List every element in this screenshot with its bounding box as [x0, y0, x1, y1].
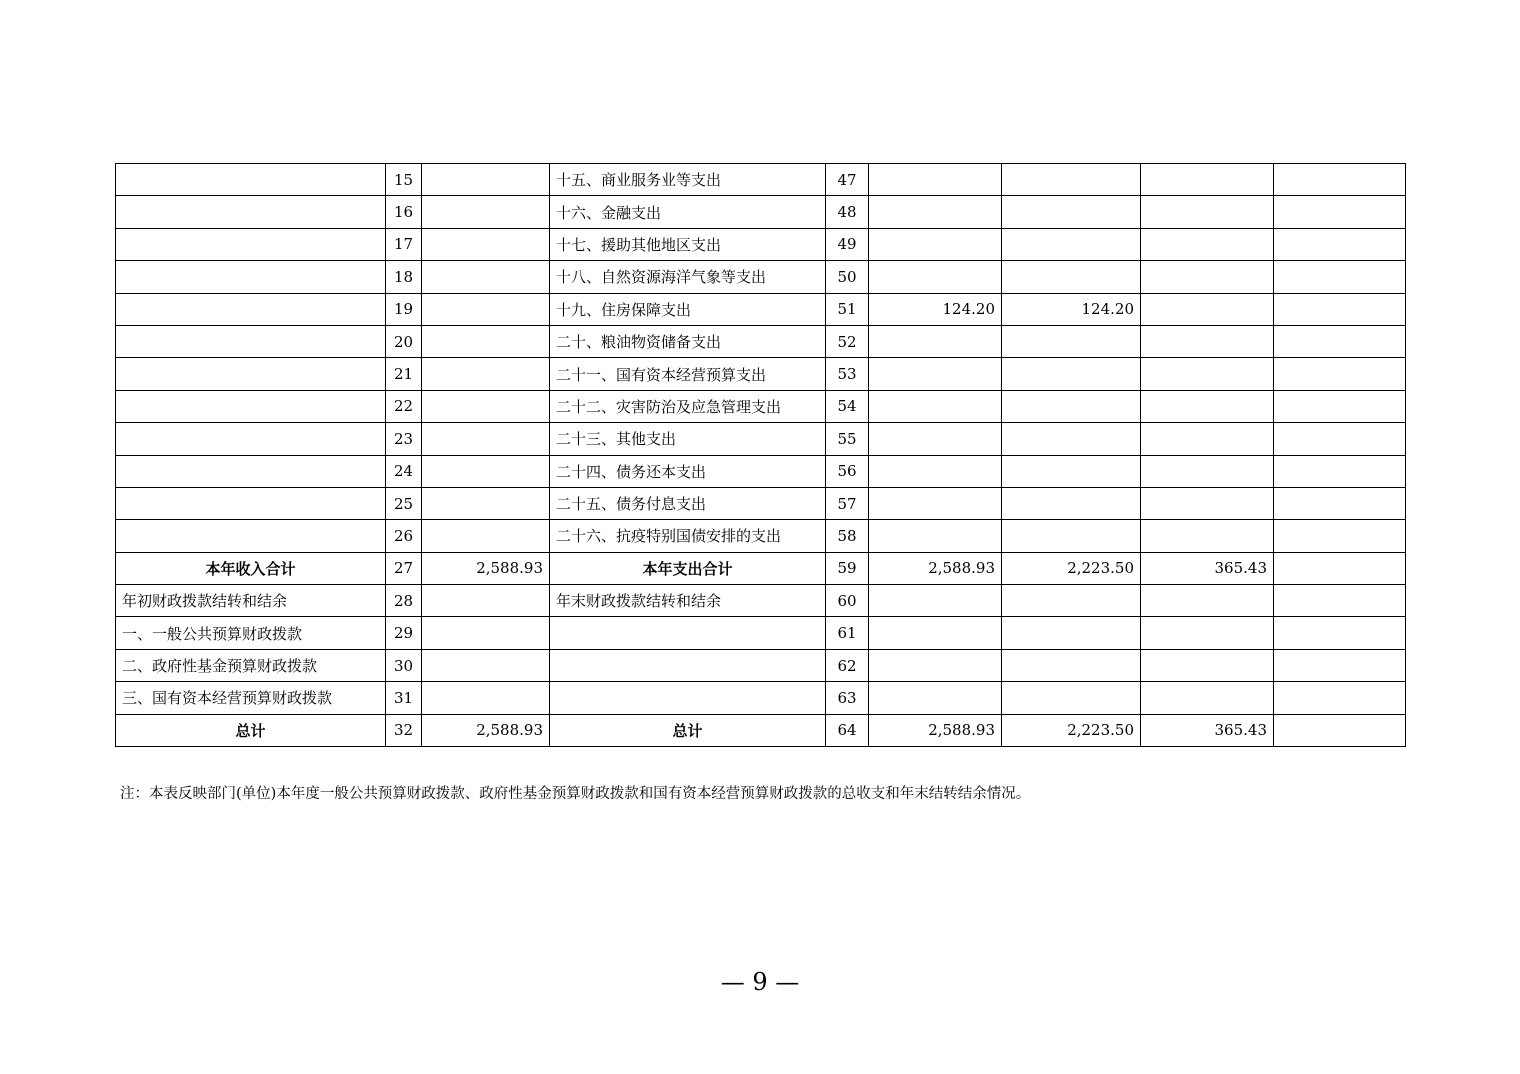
- expense-total-cell: [869, 358, 1002, 390]
- expense-total-cell: [869, 520, 1002, 552]
- income-amount-cell: [422, 585, 550, 617]
- expense-item-cell: 二十四、债务还本支出: [550, 455, 826, 487]
- gov-fund-budget-cell: [1141, 649, 1274, 681]
- income-item-cell: [116, 487, 386, 519]
- state-capital-budget-cell: [1274, 164, 1406, 196]
- state-capital-budget-cell: [1274, 196, 1406, 228]
- expense-item-cell: [550, 649, 826, 681]
- general-budget-cell: [1002, 358, 1141, 390]
- income-row-number-cell: 28: [386, 585, 422, 617]
- expense-row-number-cell: 53: [826, 358, 869, 390]
- general-budget-cell: [1002, 423, 1141, 455]
- gov-fund-budget-cell: 365.43: [1141, 714, 1274, 746]
- general-budget-cell: 124.20: [1002, 293, 1141, 325]
- income-row-number-cell: 25: [386, 487, 422, 519]
- general-budget-cell: [1002, 682, 1141, 714]
- state-capital-budget-cell: [1274, 423, 1406, 455]
- expense-total-cell: [869, 585, 1002, 617]
- income-item-cell: [116, 228, 386, 260]
- gov-fund-budget-cell: [1141, 585, 1274, 617]
- gov-fund-budget-cell: [1141, 358, 1274, 390]
- income-row-number-cell: 22: [386, 390, 422, 422]
- expense-total-cell: [869, 325, 1002, 357]
- income-row-number-cell: 20: [386, 325, 422, 357]
- income-row-number-cell: 18: [386, 261, 422, 293]
- income-item-cell: 二、政府性基金预算财政拨款: [116, 649, 386, 681]
- gov-fund-budget-cell: [1141, 228, 1274, 260]
- expense-item-cell: 二十二、灾害防治及应急管理支出: [550, 390, 826, 422]
- income-row-number-cell: 26: [386, 520, 422, 552]
- expense-row-number-cell: 62: [826, 649, 869, 681]
- gov-fund-budget-cell: [1141, 682, 1274, 714]
- expense-item-cell: 二十、粮油物资储备支出: [550, 325, 826, 357]
- expense-row-number-cell: 50: [826, 261, 869, 293]
- table-row: [116, 455, 1406, 487]
- income-amount-cell: 2,588.93: [422, 714, 550, 746]
- income-item-cell: 一、一般公共预算财政拨款: [116, 617, 386, 649]
- state-capital-budget-cell: [1274, 293, 1406, 325]
- income-amount-cell: [422, 649, 550, 681]
- expense-item-cell: 二十一、国有资本经营预算支出: [550, 358, 826, 390]
- table-body: [116, 164, 1406, 747]
- table-row: [116, 682, 1406, 714]
- state-capital-budget-cell: [1274, 455, 1406, 487]
- income-item-cell: [116, 164, 386, 196]
- table-row: [116, 617, 1406, 649]
- expense-total-cell: 2,588.93: [869, 552, 1002, 584]
- general-budget-cell: [1002, 164, 1141, 196]
- table-row: [116, 520, 1406, 552]
- table-row: [116, 228, 1406, 260]
- income-amount-cell: 2,588.93: [422, 552, 550, 584]
- general-budget-cell: [1002, 228, 1141, 260]
- expense-item-cell: 十九、住房保障支出: [550, 293, 826, 325]
- expense-total-cell: [869, 261, 1002, 293]
- expense-total-cell: [869, 455, 1002, 487]
- income-amount-cell: [422, 520, 550, 552]
- table-footnote: 注：本表反映部门(单位)本年度一般公共预算财政拨款、政府性基金预算财政拨款和国有资本经营预算财政拨款的总收支和年末结转结余情况。: [120, 786, 1031, 802]
- table-row: [116, 423, 1406, 455]
- income-row-number-cell: 24: [386, 455, 422, 487]
- state-capital-budget-cell: [1274, 682, 1406, 714]
- income-amount-cell: [422, 293, 550, 325]
- gov-fund-budget-cell: [1141, 390, 1274, 422]
- income-item-cell: [116, 293, 386, 325]
- state-capital-budget-cell: [1274, 261, 1406, 293]
- income-row-number-cell: 31: [386, 682, 422, 714]
- table-row: [116, 487, 1406, 519]
- state-capital-budget-cell: [1274, 228, 1406, 260]
- income-amount-cell: [422, 228, 550, 260]
- income-item-cell: 年初财政拨款结转和结余: [116, 585, 386, 617]
- income-amount-cell: [422, 487, 550, 519]
- expense-row-number-cell: 54: [826, 390, 869, 422]
- expense-item-cell: [550, 617, 826, 649]
- expense-row-number-cell: 64: [826, 714, 869, 746]
- expense-item-cell: 十七、援助其他地区支出: [550, 228, 826, 260]
- income-item-cell: [116, 455, 386, 487]
- state-capital-budget-cell: [1274, 358, 1406, 390]
- state-capital-budget-cell: [1274, 714, 1406, 746]
- state-capital-budget-cell: [1274, 325, 1406, 357]
- expense-row-number-cell: 58: [826, 520, 869, 552]
- general-budget-cell: 2,223.50: [1002, 552, 1141, 584]
- state-capital-budget-cell: [1274, 520, 1406, 552]
- expense-row-number-cell: 61: [826, 617, 869, 649]
- income-row-number-cell: 30: [386, 649, 422, 681]
- general-budget-cell: [1002, 196, 1141, 228]
- gov-fund-budget-cell: [1141, 196, 1274, 228]
- fiscal-budget-table: [115, 163, 1406, 747]
- income-row-number-cell: 32: [386, 714, 422, 746]
- income-amount-cell: [422, 390, 550, 422]
- gov-fund-budget-cell: [1141, 325, 1274, 357]
- expense-total-cell: [869, 228, 1002, 260]
- income-row-number-cell: 19: [386, 293, 422, 325]
- gov-fund-budget-cell: [1141, 520, 1274, 552]
- gov-fund-budget-cell: [1141, 261, 1274, 293]
- expense-row-number-cell: 51: [826, 293, 869, 325]
- general-budget-cell: [1002, 617, 1141, 649]
- income-row-number-cell: 17: [386, 228, 422, 260]
- general-budget-cell: 2,223.50: [1002, 714, 1141, 746]
- income-item-cell: [116, 196, 386, 228]
- table-row: [116, 585, 1406, 617]
- expense-item-cell: 十五、商业服务业等支出: [550, 164, 826, 196]
- general-budget-cell: [1002, 487, 1141, 519]
- general-budget-cell: [1002, 649, 1141, 681]
- state-capital-budget-cell: [1274, 552, 1406, 584]
- table-row: [116, 358, 1406, 390]
- income-item-cell: [116, 390, 386, 422]
- expense-item-cell: 总计: [550, 714, 826, 746]
- income-item-cell: [116, 358, 386, 390]
- expense-row-number-cell: 47: [826, 164, 869, 196]
- income-item-cell: 本年收入合计: [116, 552, 386, 584]
- expense-total-cell: [869, 487, 1002, 519]
- income-row-number-cell: 21: [386, 358, 422, 390]
- table-total-row: [116, 552, 1406, 584]
- state-capital-budget-cell: [1274, 649, 1406, 681]
- expense-item-cell: 十六、金融支出: [550, 196, 826, 228]
- income-item-cell: [116, 520, 386, 552]
- income-row-number-cell: 16: [386, 196, 422, 228]
- income-amount-cell: [422, 196, 550, 228]
- state-capital-budget-cell: [1274, 487, 1406, 519]
- income-amount-cell: [422, 325, 550, 357]
- income-item-cell: [116, 423, 386, 455]
- gov-fund-budget-cell: [1141, 293, 1274, 325]
- table-row: [116, 325, 1406, 357]
- expense-total-cell: 124.20: [869, 293, 1002, 325]
- expense-total-cell: 2,588.93: [869, 714, 1002, 746]
- income-amount-cell: [422, 164, 550, 196]
- gov-fund-budget-cell: [1141, 455, 1274, 487]
- expense-total-cell: [869, 649, 1002, 681]
- gov-fund-budget-cell: [1141, 487, 1274, 519]
- gov-fund-budget-cell: [1141, 423, 1274, 455]
- table-row: [116, 196, 1406, 228]
- income-row-number-cell: 29: [386, 617, 422, 649]
- income-item-cell: [116, 261, 386, 293]
- income-amount-cell: [422, 617, 550, 649]
- income-row-number-cell: 27: [386, 552, 422, 584]
- gov-fund-budget-cell: [1141, 617, 1274, 649]
- page-number: — 9 —: [720, 968, 800, 996]
- expense-item-cell: [550, 682, 826, 714]
- expense-item-cell: 本年支出合计: [550, 552, 826, 584]
- general-budget-cell: [1002, 455, 1141, 487]
- income-row-number-cell: 23: [386, 423, 422, 455]
- expense-row-number-cell: 57: [826, 487, 869, 519]
- income-row-number-cell: 15: [386, 164, 422, 196]
- expense-row-number-cell: 48: [826, 196, 869, 228]
- income-amount-cell: [422, 358, 550, 390]
- income-item-cell: 总计: [116, 714, 386, 746]
- income-amount-cell: [422, 423, 550, 455]
- gov-fund-budget-cell: 365.43: [1141, 552, 1274, 584]
- expense-item-cell: 十八、自然资源海洋气象等支出: [550, 261, 826, 293]
- table-row: [116, 261, 1406, 293]
- expense-total-cell: [869, 617, 1002, 649]
- general-budget-cell: [1002, 585, 1141, 617]
- state-capital-budget-cell: [1274, 617, 1406, 649]
- table-row: [116, 649, 1406, 681]
- expense-total-cell: [869, 196, 1002, 228]
- expense-item-cell: 年末财政拨款结转和结余: [550, 585, 826, 617]
- state-capital-budget-cell: [1274, 585, 1406, 617]
- income-item-cell: [116, 325, 386, 357]
- table-total-row: [116, 714, 1406, 746]
- expense-total-cell: [869, 423, 1002, 455]
- gov-fund-budget-cell: [1141, 164, 1274, 196]
- expense-row-number-cell: 63: [826, 682, 869, 714]
- general-budget-cell: [1002, 325, 1141, 357]
- general-budget-cell: [1002, 520, 1141, 552]
- general-budget-cell: [1002, 261, 1141, 293]
- state-capital-budget-cell: [1274, 390, 1406, 422]
- table-row: [116, 390, 1406, 422]
- income-amount-cell: [422, 261, 550, 293]
- expense-row-number-cell: 56: [826, 455, 869, 487]
- expense-total-cell: [869, 390, 1002, 422]
- expense-item-cell: 二十六、抗疫特别国债安排的支出: [550, 520, 826, 552]
- income-amount-cell: [422, 682, 550, 714]
- income-amount-cell: [422, 455, 550, 487]
- expense-row-number-cell: 60: [826, 585, 869, 617]
- expense-item-cell: 二十三、其他支出: [550, 423, 826, 455]
- income-item-cell: 三、国有资本经营预算财政拨款: [116, 682, 386, 714]
- expense-item-cell: 二十五、债务付息支出: [550, 487, 826, 519]
- expense-row-number-cell: 49: [826, 228, 869, 260]
- expense-row-number-cell: 52: [826, 325, 869, 357]
- table-row: [116, 293, 1406, 325]
- general-budget-cell: [1002, 390, 1141, 422]
- expense-row-number-cell: 55: [826, 423, 869, 455]
- expense-row-number-cell: 59: [826, 552, 869, 584]
- expense-total-cell: [869, 164, 1002, 196]
- expense-total-cell: [869, 682, 1002, 714]
- table-row: [116, 164, 1406, 196]
